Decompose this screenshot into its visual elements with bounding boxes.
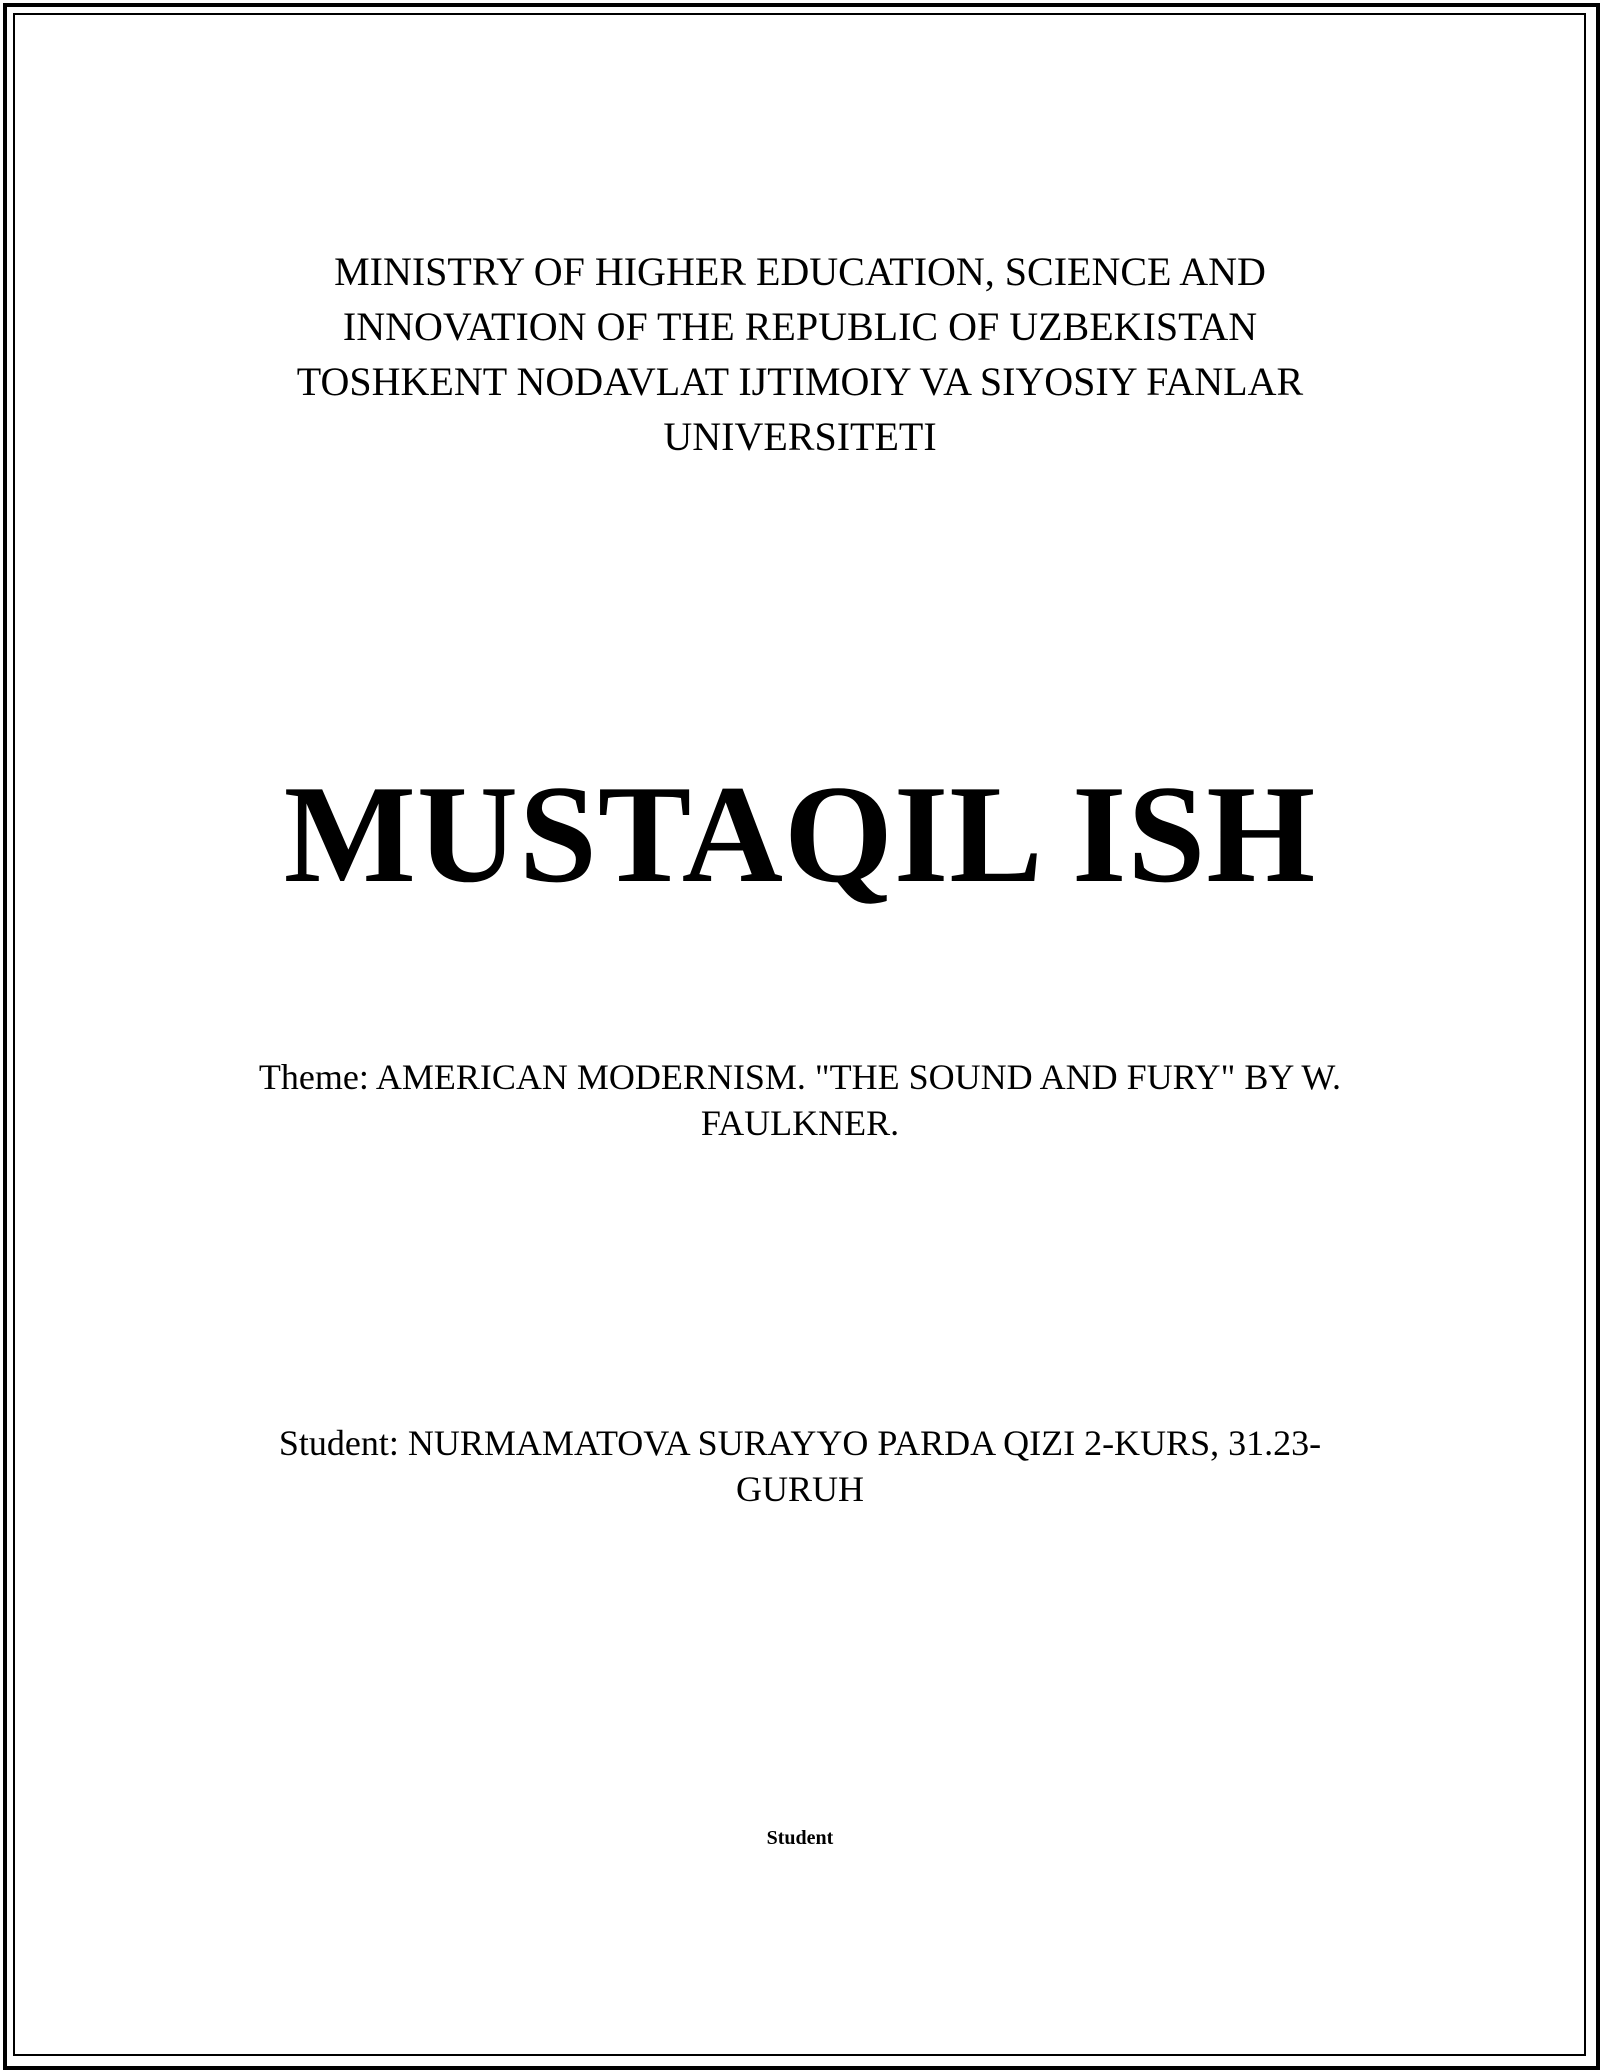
institution-header [200,244,1400,464]
theme-section [200,1054,1400,1146]
student-text: Student: NURMAMATOVA SURAYYO PARDA QIZI 2-KURS, 31.23-GURUH [278,1423,1322,1509]
header-line-3: TOSHKENT NODAVLAT IJTIMOIY VA SIYOSIY FANLAR [296,359,1304,404]
header-line-4: UNIVERSITETI [663,414,937,459]
header-line-2: INNOVATION OF THE REPUBLIC OF UZBEKISTAN [342,304,1258,349]
footer-label: Student [766,1827,834,1849]
theme-text: Theme: AMERICAN MODERNISM. "THE SOUND AND FURY" BY W. FAULKNER. [258,1057,1342,1143]
header-line-1: MINISTRY OF HIGHER EDUCATION, SCIENCE AND [334,249,1266,294]
document-title: MUSTAQIL ISH [283,757,1317,912]
student-section [200,1420,1400,1512]
